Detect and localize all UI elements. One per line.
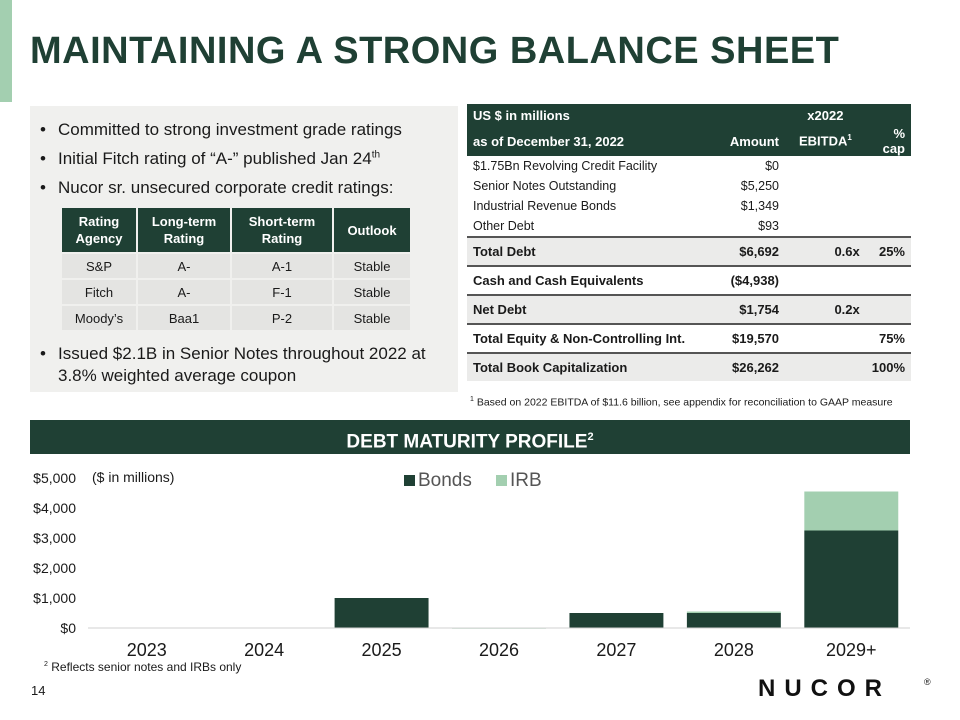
bullet-text: Issued $2.1B in Senior Notes throughout 2022 at [58, 344, 426, 363]
table-row [62, 280, 410, 304]
row-cap [866, 295, 911, 324]
row-label: Net Debt [467, 295, 712, 324]
x-tick-label: 2028 [713, 640, 754, 660]
table-row [467, 196, 911, 216]
footnote-marker: 1 [847, 133, 852, 143]
x-tick-label: 2024 [244, 640, 285, 660]
header-outlook: Outlook [334, 208, 410, 252]
row-label: Total Book Capitalization [467, 353, 712, 381]
y-tick-label: $1,000 [33, 590, 76, 606]
header-as-of: as of December 31, 2022 [467, 126, 712, 156]
row-label: Total Debt [467, 237, 712, 266]
cell-outlook: Stable [334, 280, 410, 304]
header-blank [712, 104, 785, 126]
bar-bonds-2027 [569, 613, 663, 628]
row-cap [866, 156, 911, 176]
cell-agency: S&P [62, 254, 136, 278]
footnote-marker: 2 [587, 431, 594, 443]
book-cap-row [467, 353, 911, 381]
table-header-row [467, 126, 911, 156]
table-row [62, 306, 410, 330]
x-tick-label: 2026 [478, 640, 520, 660]
row-ebitda [785, 353, 866, 381]
row-amount: $26,262 [712, 353, 785, 381]
cell-short-term: A-1 [232, 254, 332, 278]
y-tick-label: $0 [60, 620, 76, 636]
legend-label-bonds: Bonds [418, 470, 472, 491]
ratings-panel [30, 106, 458, 392]
row-ebitda [785, 216, 866, 237]
bullet-text: Committed to strong investment grade ratings [58, 120, 402, 139]
legend-swatch-bonds [404, 475, 415, 486]
footnote-marker: 1 [470, 396, 474, 403]
logo-registered-mark: ® [924, 677, 931, 687]
net-debt-row [467, 295, 911, 324]
bullet-senior-notes-cont: 3.8% weighted average coupon [58, 366, 297, 385]
y-tick-label: $3,000 [33, 530, 76, 546]
row-amount: $1,349 [740, 199, 780, 213]
row-cap [866, 176, 911, 196]
row-label: Industrial Revenue Bonds [473, 199, 617, 213]
accent-bar [0, 0, 12, 102]
y-tick-label: $4,000 [33, 500, 76, 516]
row-ebitda [785, 324, 866, 353]
bullet-fitch: • Initial Fitch rating of “A-” published Jan 24th [40, 149, 381, 168]
bar-bonds-2025 [335, 598, 429, 628]
row-ebitda [785, 266, 866, 295]
footnote-text: Based on 2022 EBITDA of $11.6 billion, see appendix for reconciliation to GAAP measure [476, 396, 893, 409]
x-tick-label: 2027 [596, 640, 637, 660]
header-x2022: x2022 [785, 104, 866, 126]
y-tick-label: $5,000 [33, 470, 76, 486]
legend-swatch-irb [496, 475, 507, 486]
debt-maturity-chart [0, 458, 960, 668]
row-cap [866, 266, 911, 295]
row-cap [866, 196, 911, 216]
cell-agency: Fitch [62, 280, 136, 304]
bullet-superscript: th [371, 149, 381, 161]
row-amount: $6,692 [712, 237, 785, 266]
row-cap: 100% [866, 353, 911, 381]
row-amount: $93 [758, 219, 780, 233]
row-label: Total Equity & Non-Controlling Int. [467, 324, 712, 353]
logo-text: NUCOR [758, 676, 891, 698]
x-tick-label: 2023 [126, 640, 167, 660]
header-agency: Rating Agency [62, 208, 136, 252]
row-ebitda [785, 196, 866, 216]
y-tick-label: $2,000 [33, 560, 76, 576]
header-cap: % cap [866, 126, 911, 156]
bar-irb-2028 [687, 612, 781, 614]
footnote-maturity [44, 660, 241, 674]
unit-note: ($ in millions) [92, 469, 175, 485]
table-row [62, 254, 410, 278]
cell-long-term: Baa1 [138, 306, 230, 330]
row-cap [866, 216, 911, 237]
footnote-ebitda [470, 396, 893, 409]
row-ebitda: 0.6x [785, 237, 866, 266]
bar-bonds-2028 [687, 613, 781, 628]
y-axis [33, 470, 76, 636]
debt-capitalization-table [467, 104, 911, 381]
bullet-commitment: • Committed to strong investment grade ratings [40, 120, 402, 139]
total-debt-row [467, 237, 911, 266]
page-title: MAINTAINING A STRONG BALANCE SHEET [30, 30, 840, 72]
header-long-term: Long-term Rating [138, 208, 230, 252]
header-ebitda [785, 126, 866, 156]
table-header-row [467, 104, 911, 126]
cell-long-term: A- [138, 280, 230, 304]
row-label: Senior Notes Outstanding [473, 179, 617, 193]
cell-short-term: P-2 [232, 306, 332, 330]
footnote-text: Reflects senior notes and IRBs only [51, 660, 242, 674]
row-amount: $19,570 [712, 324, 785, 353]
bars [335, 492, 899, 629]
x-tick-label: 2025 [361, 640, 402, 660]
footnote-marker: 2 [44, 661, 48, 668]
row-ebitda [785, 156, 866, 176]
x-axis [127, 640, 877, 660]
row-label: Cash and Cash Equivalents [467, 266, 712, 295]
row-amount: $5,250 [740, 179, 780, 193]
bullet-ratings: • Nucor sr. unsecured corporate credit ratings: [40, 178, 394, 197]
cell-outlook: Stable [334, 254, 410, 278]
bar-irb-2029plus [804, 492, 898, 531]
header-amount: Amount [712, 126, 785, 156]
cash-row [467, 266, 911, 295]
row-ebitda [785, 176, 866, 196]
page-number: 14 [31, 683, 46, 698]
row-amount: $0 [765, 159, 780, 173]
bullet-text: Nucor sr. unsecured corporate credit ratings: [58, 178, 394, 197]
table-row [467, 176, 911, 196]
table-row [467, 216, 911, 237]
chart-legend [404, 470, 542, 491]
table-row [467, 156, 911, 176]
section-title: DEBT MATURITY PROFILE [346, 431, 588, 453]
row-amount: ($4,938) [712, 266, 785, 295]
bar-bonds-2029plus [804, 531, 898, 629]
bullet-senior-notes: • Issued $2.1B in Senior Notes throughout 2022 at [40, 344, 426, 363]
equity-row [467, 324, 911, 353]
nucor-logo [758, 676, 938, 698]
row-amount: $1,754 [712, 295, 785, 324]
row-label: $1.75Bn Revolving Credit Facility [473, 159, 658, 173]
cell-agency: Moody’s [62, 306, 136, 330]
section-header-band [30, 420, 910, 454]
header-blank [866, 104, 911, 126]
legend-label-irb: IRB [510, 470, 542, 491]
row-ebitda: 0.2x [785, 295, 866, 324]
header-short-term: Short-term Rating [232, 208, 332, 252]
row-cap: 25% [866, 237, 911, 266]
x-tick-label: 2029+ [826, 640, 877, 660]
row-label: Other Debt [473, 219, 535, 233]
cell-outlook: Stable [334, 306, 410, 330]
credit-ratings-table [60, 206, 412, 332]
cell-short-term: F-1 [232, 280, 332, 304]
row-cap: 75% [866, 324, 911, 353]
header-units: US $ in millions [467, 104, 712, 126]
header-ebitda-text: EBITDA [798, 133, 848, 149]
cell-long-term: A- [138, 254, 230, 278]
bullet-text: Initial Fitch rating of “A-” published Jan 24 [58, 149, 372, 168]
